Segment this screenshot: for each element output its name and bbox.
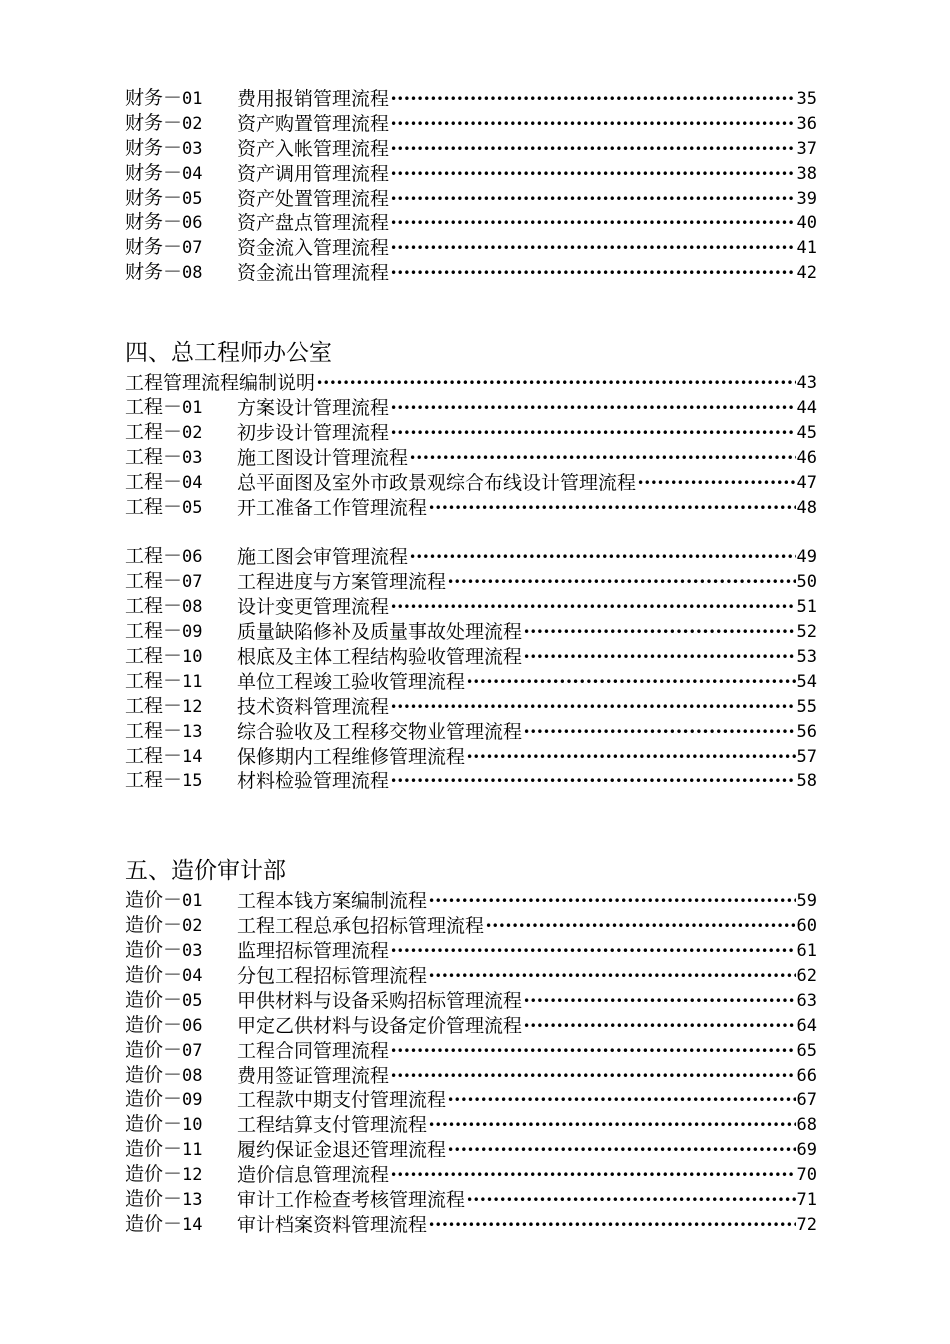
toc-entry[interactable] (125, 421, 817, 446)
entry-code: 工程－02 (125, 420, 203, 443)
dot-leader (466, 745, 796, 770)
entry-page-number: 71 (796, 1190, 817, 1211)
entry-page-number: 42 (796, 263, 817, 284)
entry-page-number: 46 (796, 447, 817, 468)
dot-leader (523, 989, 796, 1014)
entry-title: 工程结算支付管理流程 (237, 1114, 428, 1137)
entry-page-number: 41 (796, 238, 817, 259)
entry-page-number: 35 (796, 88, 817, 109)
entry-page-number: 40 (796, 213, 817, 234)
entry-code: 财务－08 (125, 261, 203, 284)
dot-leader (316, 371, 796, 396)
toc-entry[interactable] (125, 914, 817, 939)
entry-page-number: 64 (796, 1015, 817, 1036)
toc-entry[interactable] (125, 162, 817, 187)
entry-page-number: 48 (796, 497, 817, 518)
entry-code: 财务－05 (125, 186, 203, 209)
entry-page-number: 69 (796, 1140, 817, 1161)
dot-leader (390, 396, 796, 421)
dot-leader (409, 446, 796, 471)
entry-title: 甲供材料与设备采购招标管理流程 (237, 989, 523, 1012)
dot-leader (466, 1188, 796, 1213)
entry-page-number: 66 (796, 1065, 817, 1086)
entry-page-number: 59 (796, 891, 817, 912)
toc-entry[interactable] (125, 620, 817, 645)
dot-leader (390, 421, 796, 446)
entry-code: 造价－01 (125, 889, 203, 912)
entry-code: 财务－06 (125, 211, 203, 234)
dot-leader (447, 1138, 796, 1163)
entry-page-number: 37 (796, 138, 817, 159)
entry-title: 工程进度与方案管理流程 (237, 571, 447, 594)
toc-entry[interactable] (125, 745, 817, 770)
entry-code: 造价－13 (125, 1188, 203, 1211)
toc-entry[interactable] (125, 1213, 817, 1238)
entry-code: 工程－14 (125, 744, 203, 767)
entry-title: 设计变更管理流程 (237, 596, 390, 619)
entry-code: 工程－06 (125, 545, 203, 568)
dot-leader (390, 595, 796, 620)
entry-code: 造价－09 (125, 1088, 203, 1111)
toc-entry[interactable] (125, 112, 817, 137)
entry-code: 工程－12 (125, 694, 203, 717)
entry-page-number: 56 (796, 721, 817, 742)
section-heading: 四、总工程师办公室 (125, 340, 332, 367)
entry-code: 造价－14 (125, 1212, 203, 1235)
entry-title: 保修期内工程维修管理流程 (237, 745, 466, 768)
entry-title: 资产盘点管理流程 (237, 212, 390, 235)
toc-entry[interactable] (125, 670, 817, 695)
dot-leader (485, 914, 796, 939)
entry-code: 财务－04 (125, 161, 203, 184)
toc-entry[interactable] (125, 1014, 817, 1039)
toc-entry[interactable] (125, 1163, 817, 1188)
entry-code: 造价－05 (125, 988, 203, 1011)
dot-leader (390, 211, 796, 236)
toc-entry[interactable] (125, 187, 817, 212)
entry-code: 造价－07 (125, 1038, 203, 1061)
entry-page-number: 57 (796, 746, 817, 767)
toc-entry[interactable] (125, 236, 817, 261)
dot-leader (390, 112, 796, 137)
entry-title: 综合验收及工程移交物业管理流程 (237, 720, 523, 743)
entry-title: 费用报销管理流程 (237, 87, 390, 110)
toc-entry[interactable] (125, 1113, 817, 1138)
entry-title: 工程合同管理流程 (237, 1039, 390, 1062)
entry-title: 开工准备工作管理流程 (237, 496, 428, 519)
entry-title: 方案设计管理流程 (237, 397, 390, 419)
dot-leader (390, 261, 796, 286)
entry-code: 造价－08 (125, 1063, 203, 1086)
toc-entry[interactable] (125, 645, 817, 670)
entry-code: 工程－01 (125, 396, 203, 418)
entry-title: 资金流出管理流程 (237, 262, 390, 285)
toc-entry[interactable] (125, 769, 817, 794)
entry-title: 分包工程招标管理流程 (237, 965, 428, 988)
dot-leader (390, 87, 796, 112)
dot-leader (447, 1088, 796, 1113)
entry-title: 造价信息管理流程 (237, 1164, 390, 1187)
entry-page-number: 68 (796, 1115, 817, 1136)
toc-entry[interactable] (125, 1064, 817, 1089)
entry-page-number: 36 (796, 113, 817, 134)
entry-code: 工程－08 (125, 595, 203, 618)
toc-entry[interactable] (125, 1039, 817, 1064)
entry-code: 财务－01 (125, 86, 203, 109)
toc-entry[interactable] (125, 261, 817, 286)
toc-entry[interactable] (125, 720, 817, 745)
entry-page-number: 60 (796, 916, 817, 937)
entry-title: 技术资料管理流程 (237, 695, 390, 718)
toc-entry[interactable] (125, 496, 817, 521)
dot-leader (390, 162, 796, 187)
dot-leader (409, 545, 796, 570)
entry-title: 施工图设计管理流程 (237, 446, 409, 469)
toc-entry[interactable] (125, 939, 817, 964)
entry-code: 造价－02 (125, 914, 203, 937)
toc-entry[interactable] (125, 889, 817, 914)
entry-code: 造价－12 (125, 1163, 203, 1186)
dot-leader (523, 645, 796, 670)
entry-title: 工程管理流程编制说明 (125, 372, 316, 395)
entry-code: 工程－15 (125, 769, 203, 792)
dot-leader (390, 1163, 796, 1188)
dot-leader (390, 695, 796, 720)
dot-leader (428, 1113, 796, 1138)
entry-code: 造价－03 (125, 939, 203, 962)
entry-page-number: 44 (796, 398, 817, 418)
toc-entry[interactable] (125, 1089, 817, 1114)
entry-title: 施工图会审管理流程 (237, 546, 409, 569)
toc-entry[interactable] (125, 570, 817, 595)
entry-code: 工程－03 (125, 445, 203, 468)
entry-title: 单位工程竣工验收管理流程 (237, 670, 466, 693)
entry-title: 审计档案资料管理流程 (237, 1213, 428, 1236)
dot-leader (390, 1039, 796, 1064)
entry-page-number: 39 (796, 188, 817, 209)
entry-page-number: 62 (796, 966, 817, 987)
toc-entry[interactable] (125, 695, 817, 720)
dot-leader (428, 496, 796, 521)
dot-leader (390, 187, 796, 212)
entry-title: 资产购置管理流程 (237, 112, 390, 135)
entry-page-number: 63 (796, 990, 817, 1011)
entry-page-number: 38 (796, 163, 817, 184)
toc-entry[interactable] (125, 1188, 817, 1213)
entry-code: 财务－03 (125, 136, 203, 159)
entry-title: 费用签证管理流程 (237, 1064, 390, 1087)
entry-title: 总平面图及室外市政景观综合布线设计管理流程 (237, 471, 637, 494)
dot-leader (390, 1064, 796, 1089)
entry-page-number: 43 (796, 373, 817, 394)
entry-page-number: 58 (796, 771, 817, 792)
entry-title: 工程工程总承包招标管理流程 (237, 915, 485, 938)
toc-entry[interactable] (125, 989, 817, 1014)
entry-title: 材料检验管理流程 (237, 770, 390, 793)
entry-title: 资金流入管理流程 (237, 237, 390, 260)
entry-page-number: 49 (796, 547, 817, 568)
entry-title: 资产处置管理流程 (237, 187, 390, 210)
dot-leader (390, 236, 796, 261)
entry-code: 工程－09 (125, 620, 203, 643)
entry-title: 质量缺陷修补及质量事故处理流程 (237, 621, 523, 644)
entry-page-number: 54 (796, 671, 817, 692)
entry-page-number: 70 (796, 1165, 817, 1186)
toc-page (125, 87, 817, 1238)
dot-leader (523, 620, 796, 645)
entry-title: 审计工作检查考核管理流程 (237, 1189, 466, 1212)
entry-code: 工程－07 (125, 570, 203, 593)
dot-leader (523, 720, 796, 745)
entry-code: 财务－02 (125, 111, 203, 134)
toc-entry[interactable] (125, 1138, 817, 1163)
toc-entry[interactable] (125, 545, 817, 570)
entry-code: 工程－11 (125, 669, 203, 692)
toc-entry[interactable] (125, 964, 817, 989)
dot-leader (390, 939, 796, 964)
entry-title: 履约保证金退还管理流程 (237, 1139, 447, 1162)
blank-line (125, 520, 817, 545)
entry-code: 工程－04 (125, 470, 203, 493)
entry-page-number: 67 (796, 1090, 817, 1111)
entry-code: 造价－11 (125, 1138, 203, 1161)
entry-title: 资产调用管理流程 (237, 162, 390, 185)
toc-entry[interactable] (125, 211, 817, 236)
section-heading: 五、造价审计部 (125, 858, 286, 885)
entry-page-number: 72 (796, 1214, 817, 1235)
toc-entry[interactable] (125, 137, 817, 162)
entry-title: 工程本钱方案编制流程 (237, 890, 428, 913)
entry-page-number: 45 (796, 422, 817, 443)
dot-leader (390, 769, 796, 794)
entry-page-number: 65 (796, 1040, 817, 1061)
entry-code: 工程－10 (125, 645, 203, 668)
entry-title: 初步设计管理流程 (237, 421, 390, 444)
toc-entry[interactable] (125, 371, 817, 396)
entry-page-number: 50 (796, 572, 817, 593)
entry-code: 造价－04 (125, 964, 203, 987)
entry-title: 甲定乙供材料与设备定价管理流程 (237, 1014, 523, 1037)
dot-leader (447, 570, 796, 595)
entry-page-number: 52 (796, 622, 817, 643)
toc-entry[interactable] (125, 396, 817, 421)
entry-title: 资产入帐管理流程 (237, 137, 390, 160)
dot-leader (637, 471, 796, 496)
entry-title: 根底及主体工程结构验收管理流程 (237, 646, 523, 669)
toc-entry[interactable] (125, 87, 817, 112)
dot-leader (466, 670, 796, 695)
toc-entry[interactable] (125, 595, 817, 620)
entry-page-number: 47 (796, 472, 817, 493)
toc-entry[interactable] (125, 446, 817, 471)
entry-page-number: 53 (796, 647, 817, 668)
entry-code: 工程－05 (125, 495, 203, 518)
entry-page-number: 51 (796, 597, 817, 618)
entry-code: 造价－06 (125, 1013, 203, 1036)
entry-code: 工程－13 (125, 719, 203, 742)
entry-code: 财务－07 (125, 236, 203, 259)
entry-title: 监理招标管理流程 (237, 940, 390, 963)
entry-page-number: 55 (796, 696, 817, 717)
dot-leader (390, 137, 796, 162)
dot-leader (428, 889, 796, 914)
dot-leader (523, 1014, 796, 1039)
dot-leader (428, 964, 796, 989)
dot-leader (428, 1213, 796, 1238)
entry-code: 造价－10 (125, 1113, 203, 1136)
toc-entry[interactable] (125, 471, 817, 496)
entry-page-number: 61 (796, 941, 817, 962)
entry-title: 工程款中期支付管理流程 (237, 1089, 447, 1112)
